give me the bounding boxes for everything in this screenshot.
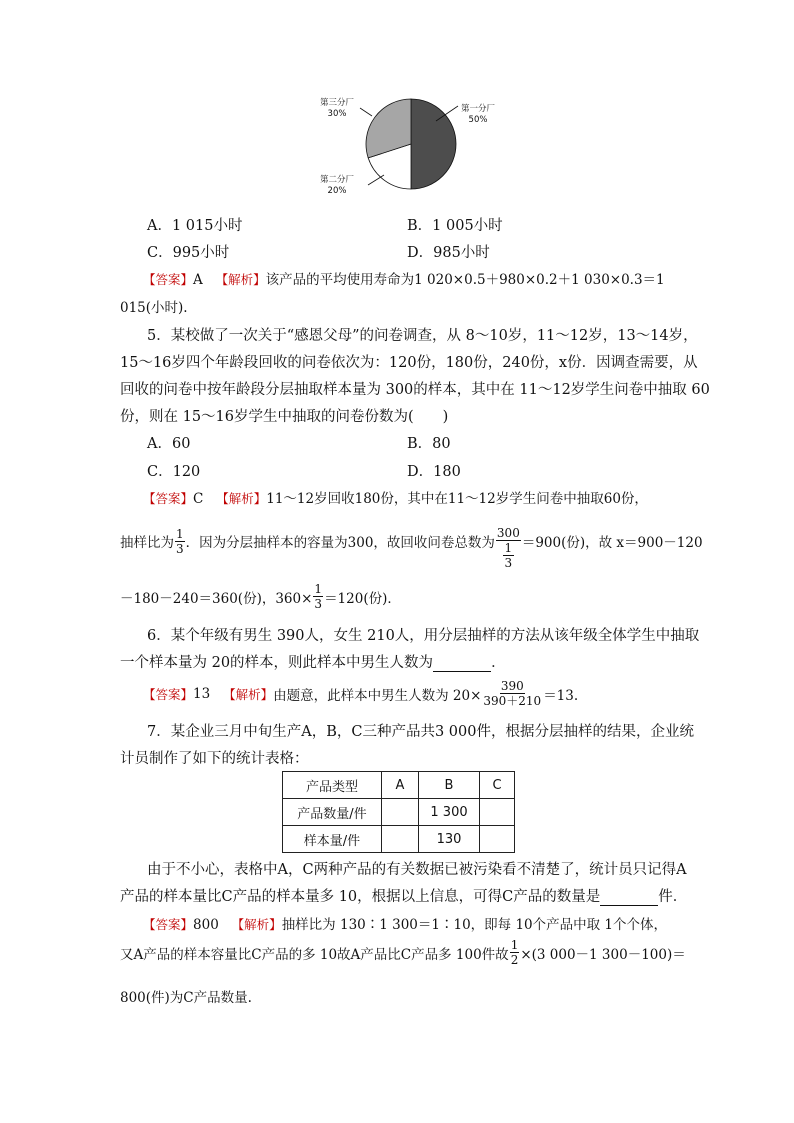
q4-analysis-2: 015(小时). bbox=[120, 300, 188, 316]
table-header-cell: 产品类型 bbox=[283, 772, 382, 799]
q6-answer-tag: 【答案】 bbox=[143, 686, 194, 702]
q7-line-2: 计员制作了如下的统计表格： bbox=[120, 751, 309, 767]
fraction-den: 2 bbox=[510, 953, 519, 967]
q5-analysis-1: 11～12岁回收180份，其中在11～12岁学生问卷中抽取60份， bbox=[266, 491, 648, 507]
q7-line-4 bbox=[120, 885, 687, 906]
table-cell: 样本量/件 bbox=[283, 826, 382, 853]
q7-answer: 800 bbox=[193, 917, 219, 933]
table-header-row bbox=[283, 772, 515, 799]
fraction-300-over-third bbox=[496, 526, 521, 570]
nested-den: 3 bbox=[504, 556, 513, 570]
q7-answer-tag: 【答案】 bbox=[143, 917, 194, 932]
q6-line-1: 6．某个年级有男生 390人，女生 210人，用分层抽样的方法从该年级全体学生中抽取 bbox=[147, 628, 700, 644]
q5-option-c: C．120 bbox=[147, 464, 201, 480]
q7-line-1: 7．某企业三月中旬生产A，B，C三种产品共3 000件，根据分层抽样的结果，企业统 bbox=[147, 724, 694, 740]
table-cell: 1 300 bbox=[419, 799, 480, 826]
pie-label-second bbox=[320, 175, 354, 197]
q7-line-4-text: 产品的样本量比C产品的样本量多 10，根据以上信息，可得C产品的数量是 bbox=[120, 889, 601, 905]
q4-analysis-tag: 【解析】 bbox=[215, 272, 266, 287]
fraction-one-half bbox=[510, 938, 520, 967]
q5-line-3: 回收的问卷中按年龄段分层抽取样本量为 300的样本，其中在 11～12岁学生问卷中抽取 60 bbox=[120, 382, 710, 398]
table-header-cell: A bbox=[382, 772, 419, 799]
q4-answer-tag: 【答案】 bbox=[143, 272, 194, 287]
fraction-den: 3 bbox=[314, 597, 323, 611]
fraction-one-third-2 bbox=[313, 582, 323, 611]
pie-label-third-pct: 30% bbox=[327, 109, 347, 119]
table-cell: 130 bbox=[419, 826, 480, 853]
q4-option-b: B．1 005小时 bbox=[407, 218, 503, 234]
q7-analysis-3: 800(件)为C产品数量. bbox=[120, 990, 252, 1006]
q5-line-4: 份，则在 15～16岁学生中抽取的问卷份数为( ) bbox=[120, 409, 449, 425]
q5-analysis-tag: 【解析】 bbox=[216, 491, 267, 506]
q5-answer-tag: 【答案】 bbox=[143, 491, 194, 506]
nested-num: 1 bbox=[504, 541, 513, 555]
q4-option-d: D．985小时 bbox=[407, 245, 490, 261]
q5-analysis-3a: －180－240＝360(份)，360× bbox=[120, 590, 313, 607]
q5-option-b: B．80 bbox=[407, 436, 451, 452]
q5-analysis-2b: ．因为分层抽样本的容量为300，故回收问卷总数为 bbox=[185, 535, 495, 551]
pie-label-third-name: 第三分厂 bbox=[320, 98, 355, 108]
q5-line-1: 5．某校做了一次关于“感恩父母”的问卷调查，从 8～10岁，11～12岁，13～14岁， bbox=[147, 328, 698, 344]
fraction-390 bbox=[482, 679, 542, 708]
q5-option-d: D．180 bbox=[407, 464, 461, 480]
q4-analysis-1: 该产品的平均使用寿命为1 020×0.5＋980×0.2＋1 030×0.3＝1 bbox=[265, 272, 665, 288]
q7-analysis-2 bbox=[120, 938, 686, 967]
q5-analysis-2 bbox=[120, 512, 703, 570]
pie-chart bbox=[316, 92, 516, 202]
leader-line-third bbox=[360, 108, 372, 116]
q7-line-4-end: 件． bbox=[658, 889, 688, 905]
answer-blank bbox=[433, 657, 491, 672]
table-header-cell: B bbox=[419, 772, 480, 799]
table-row bbox=[283, 799, 515, 826]
table-cell bbox=[382, 826, 419, 853]
q4-answer-line bbox=[143, 268, 665, 288]
q5-analysis-3 bbox=[120, 582, 401, 611]
fraction-num: 390 bbox=[500, 679, 524, 693]
table-row bbox=[283, 826, 515, 853]
q6-analysis-b: ＝13. bbox=[543, 687, 579, 704]
pie-label-second-pct: 20% bbox=[327, 186, 347, 196]
leader-line-second bbox=[368, 175, 384, 185]
q7-analysis-1: 抽样比为 130∶1 300＝1∶10，即每 10个产品中取 1个个体， bbox=[281, 917, 668, 933]
stat-table bbox=[282, 771, 515, 853]
table-cell bbox=[480, 799, 515, 826]
q5-answer-line bbox=[143, 487, 648, 507]
q6-line-2 bbox=[120, 651, 506, 672]
pie-label-first-name: 第一分厂 bbox=[461, 104, 496, 114]
q4-option-a: A．1 015小时 bbox=[147, 218, 243, 234]
fraction-one-third bbox=[175, 527, 185, 556]
fraction-num: 1 bbox=[176, 526, 184, 541]
q6-answer-line bbox=[143, 679, 578, 708]
table-cell: 产品数量/件 bbox=[283, 799, 382, 826]
table-header-cell: C bbox=[480, 772, 515, 799]
fraction-num-300: 300 bbox=[496, 526, 520, 540]
q7-analysis-2a: 又A产品的样本容量比C产品的多 10故A产品比C产品多 100件故 bbox=[120, 946, 509, 963]
q6-line-2-end: ． bbox=[491, 655, 506, 671]
q4-option-c: C．995小时 bbox=[147, 245, 230, 261]
fraction-num: 1 bbox=[314, 582, 323, 596]
fraction-num: 1 bbox=[510, 938, 519, 952]
q7-line-3: 由于不小心，表格中A，C两种产品的有关数据已被污染看不清楚了，统计员只记得A bbox=[147, 862, 687, 878]
fraction-den: 3 bbox=[176, 541, 184, 556]
q6-line-2-text: 一个样本量为 20的样本，则此样本中男生人数为 bbox=[120, 655, 434, 671]
pie-label-first-pct: 50% bbox=[468, 115, 488, 125]
fraction-den: 390＋210 bbox=[483, 694, 542, 708]
q5-option-a: A．60 bbox=[147, 436, 191, 452]
q5-analysis-2c: ＝900(份)，故 x＝900－120 bbox=[521, 535, 703, 551]
q6-analysis-a: 由题意，此样本中男生人数为 20× bbox=[273, 687, 482, 704]
pie-label-first bbox=[461, 104, 495, 126]
table-cell bbox=[480, 826, 515, 853]
pie-label-second-name: 第二分厂 bbox=[320, 175, 355, 185]
q7-analysis-2b: ×(3 000－1 300－100)＝ bbox=[520, 946, 686, 963]
q5-analysis-2a: 抽样比为 bbox=[120, 535, 174, 551]
q7-analysis-tag: 【解析】 bbox=[231, 917, 282, 932]
answer-blank bbox=[600, 891, 658, 906]
fraction-den-nested bbox=[502, 541, 516, 570]
q5-analysis-3b: ＝120(份)． bbox=[324, 590, 401, 607]
q5-line-2: 15～16岁四个年龄段回收的问卷依次为：120份，180份，240份，x份．因调查需要，从 bbox=[120, 355, 698, 371]
q7-answer-line bbox=[143, 913, 667, 933]
q6-answer: 13 bbox=[193, 685, 211, 702]
table-cell bbox=[382, 799, 419, 826]
q6-analysis-tag: 【解析】 bbox=[223, 686, 274, 702]
q4-answer: A bbox=[193, 272, 203, 288]
pie-slice-1 bbox=[411, 99, 456, 189]
q5-answer: C bbox=[193, 491, 204, 507]
pie-label-third bbox=[320, 98, 354, 120]
